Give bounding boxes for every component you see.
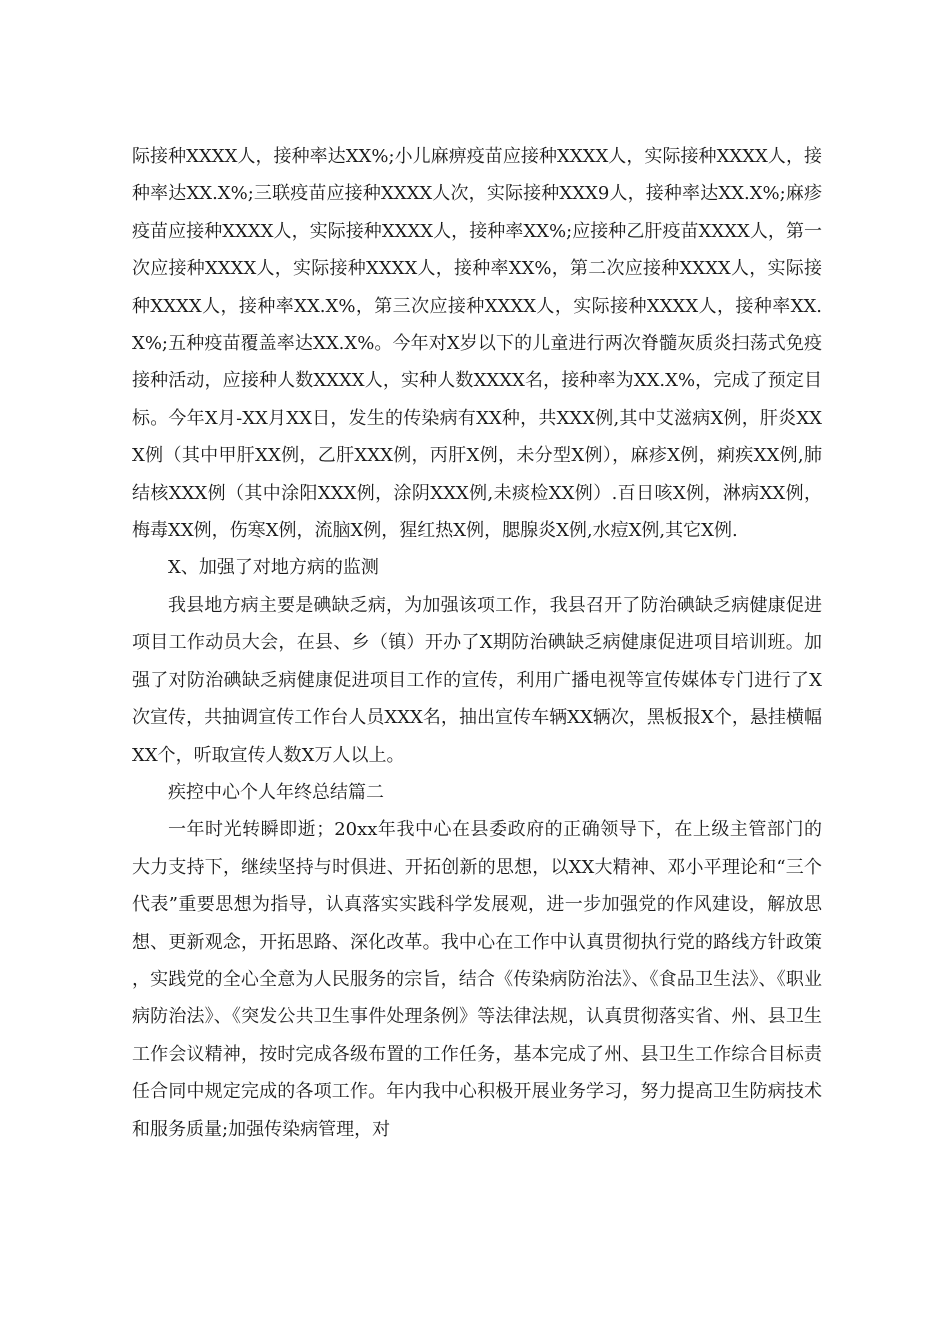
section-heading-part-two: 疾控中心个人年终总结篇二	[168, 781, 384, 803]
paragraph-endemic-disease: 我县地方病主要是碘缺乏病，为加强该项工作，我县召开了防治碘缺乏病健康促进项目工作动员大会，在县、乡（镇）开办了X期防治碘缺乏病健康促进项目培训班。加强了对防治碘缺乏病健康促进项目工作的宣传，利用广播电视等宣传媒体专门进行了X次宣传，共抽调宣传工作台人员XXX名，抽出宣传车辆XX辆次，黑板报X个，悬挂横幅XX个，听取宣传人数X万人以上。	[132, 594, 822, 766]
paragraph-vaccination-stats: 际接种XXXX人，接种率达XX%;小儿麻痹疫苗应接种XXXX人，实际接种XXXX人，接种率达XX.X%;三联疫苗应接种XXXX人次，实际接种XXX9人，接种率达XX.X%;麻疹疫苗应接种XXXX人，实际接种XXXX人，接种率XX%;应接种乙肝疫苗XXXX人，第一次应接种XXXX人，实际接种XXXX人，接种率XX%，第二次应接种XXXX人，实际接种XXXX人，接种率XX.X%，第三次应接种XXXX人，实际接种XXXX人，接种率XX.X%;五种疫苗覆盖率达XX.X%。今年对X岁以下的儿童进行两次脊髓灰质炎扫荡式免疫接种活动，应接种人数XXXX人，实种人数XXXX名，接种率为XX.X%，完成了预定目标。今年X月-XX月XX日，发生的传染病有XX种，共XXX例,其中艾滋病X例，肝炎XXX例（其中甲肝XX例，乙肝XXX例，丙肝X例，未分型X例），麻疹X例，痢疾XX例,肺结核XXX例（其中涂阳XXX例，涂阴XXX例,未痰检XX例）.百日咳X例，淋病XX例，梅毒XX例，伤寒X例，流脑X例，猩红热X例，腮腺炎X例,水痘X例,其它X例.	[132, 146, 822, 542]
paragraph-annual-summary: 一年时光转瞬即逝；20xx年我中心在县委政府的正确领导下，在上级主管部门的大力支持下，继续坚持与时俱进、开拓创新的思想，以XX大精神、邓小平理论和“三个代表”重要思想为指导，认真落实实践科学发展观，进一步加强党的作风建设，解放思想、更新观念，开拓思路、深化改革。我中心在工作中认真贯彻执行党的路线方针政策，实践党的全心全意为人民服务的宗旨，结合《传染病防治法》、《食品卫生法》、《职业病防治法》、《突发公共卫生事件处理条例》等法律法规，认真贯彻落实省、州、县卫生工作会议精神，按时完成各级布置的工作任务，基本完成了州、县卫生工作综合目标责任合同中规定完成的各项工作。年内我中心积极开展业务学习，努力提高卫生防病技术和服务质量;加强传染病管理，对	[132, 819, 822, 1140]
document-body	[132, 138, 822, 1148]
section-heading-endemic-disease: X、加强了对地方病的监测	[168, 557, 379, 579]
